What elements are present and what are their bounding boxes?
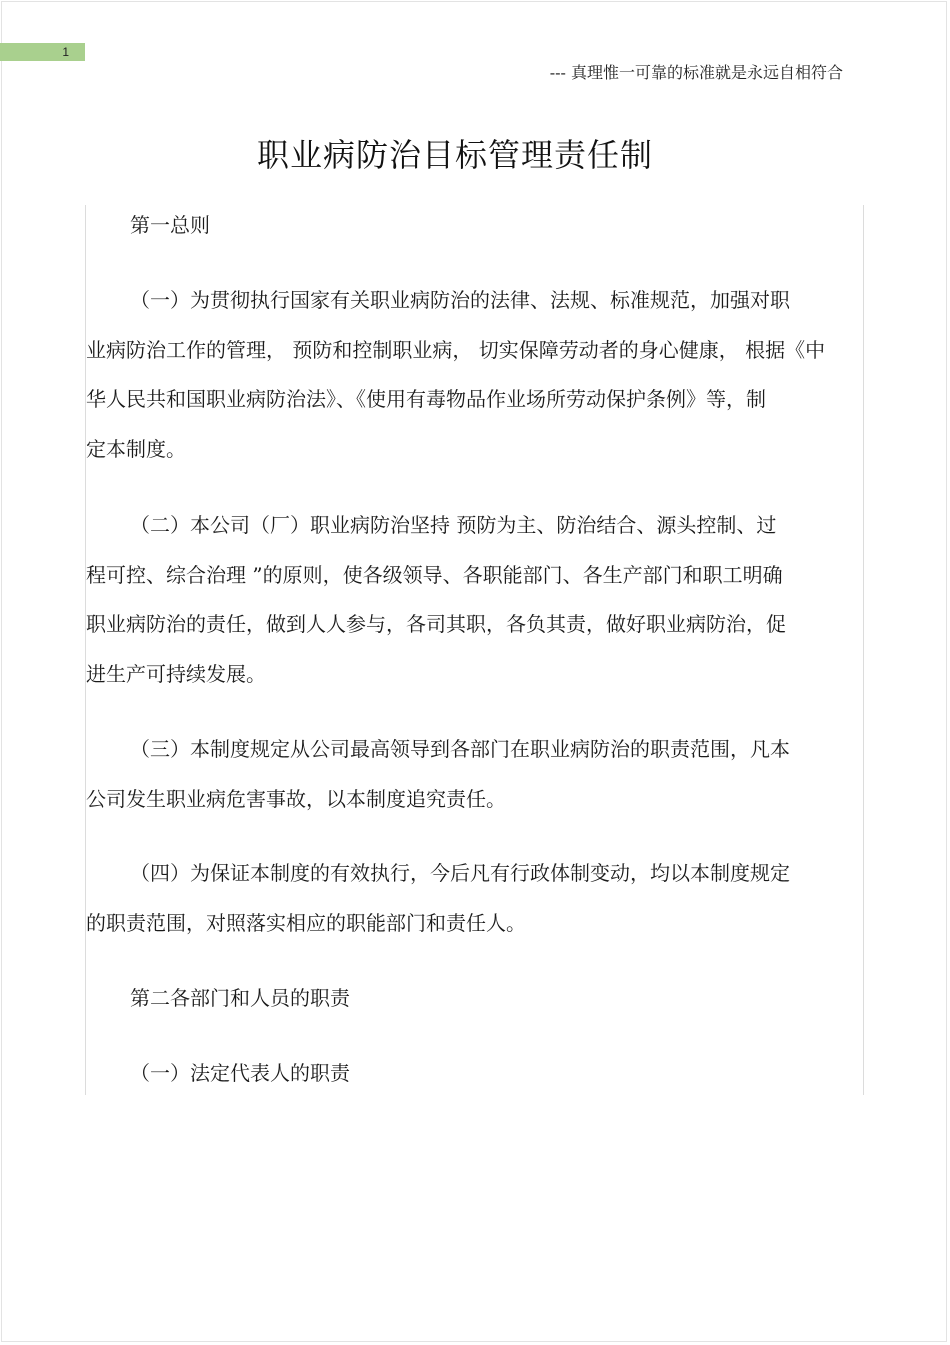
paragraph-3-line-1: （三）本制度规定从公司最高领导到各部门在职业病防治的职责范围，凡本 bbox=[130, 737, 790, 761]
header-quote: --- 真理惟一可靠的标准就是永远自相符合 bbox=[549, 63, 843, 82]
paragraph-2-line-1: （二）本公司（厂）职业病防治坚持 预防为主、防治结合、源头控制、过 bbox=[130, 513, 777, 537]
paragraph-1-line-2: 业病防治工作的管理， 预防和控制职业病， 切实保障劳动者的身心健康， 根据《中 bbox=[86, 338, 826, 362]
content-frame-right-border bbox=[863, 205, 864, 1095]
section-heading-general: 第一总则 bbox=[130, 213, 210, 237]
document-title: 职业病防治目标管理责任制 bbox=[256, 136, 653, 174]
paragraph-2-line-4: 进生产可持续发展。 bbox=[86, 662, 266, 686]
paragraph-1-line-3: 华人民共和国职业病防治法》、《使用有毒物品作业场所劳动保护条例》等，制 bbox=[86, 387, 766, 411]
paragraph-4-line-2: 的职责范围，对照落实相应的职能部门和责任人。 bbox=[86, 911, 526, 935]
subsection-legal-representative: （一）法定代表人的职责 bbox=[130, 1061, 350, 1085]
paragraph-1-line-1: （一）为贯彻执行国家有关职业病防治的法律、法规、标准规范，加强对职 bbox=[130, 288, 790, 312]
page-number-badge: 1 bbox=[0, 43, 85, 61]
paragraph-3-line-2: 公司发生职业病危害事故，以本制度追究责任。 bbox=[86, 787, 506, 811]
paragraph-1-line-4: 定本制度。 bbox=[86, 437, 186, 461]
paragraph-2-line-2: 程可控、综合治理 ”的原则，使各级领导、各职能部门、各生产部门和职工明确 bbox=[86, 563, 783, 587]
paragraph-2-line-3: 职业病防治的责任，做到人人参与，各司其职，各负其责，做好职业病防治，促 bbox=[86, 612, 786, 636]
section-heading-responsibilities: 第二各部门和人员的职责 bbox=[130, 986, 350, 1010]
paragraph-4-line-1: （四）为保证本制度的有效执行，今后凡有行政体制变动，均以本制度规定 bbox=[130, 861, 790, 885]
